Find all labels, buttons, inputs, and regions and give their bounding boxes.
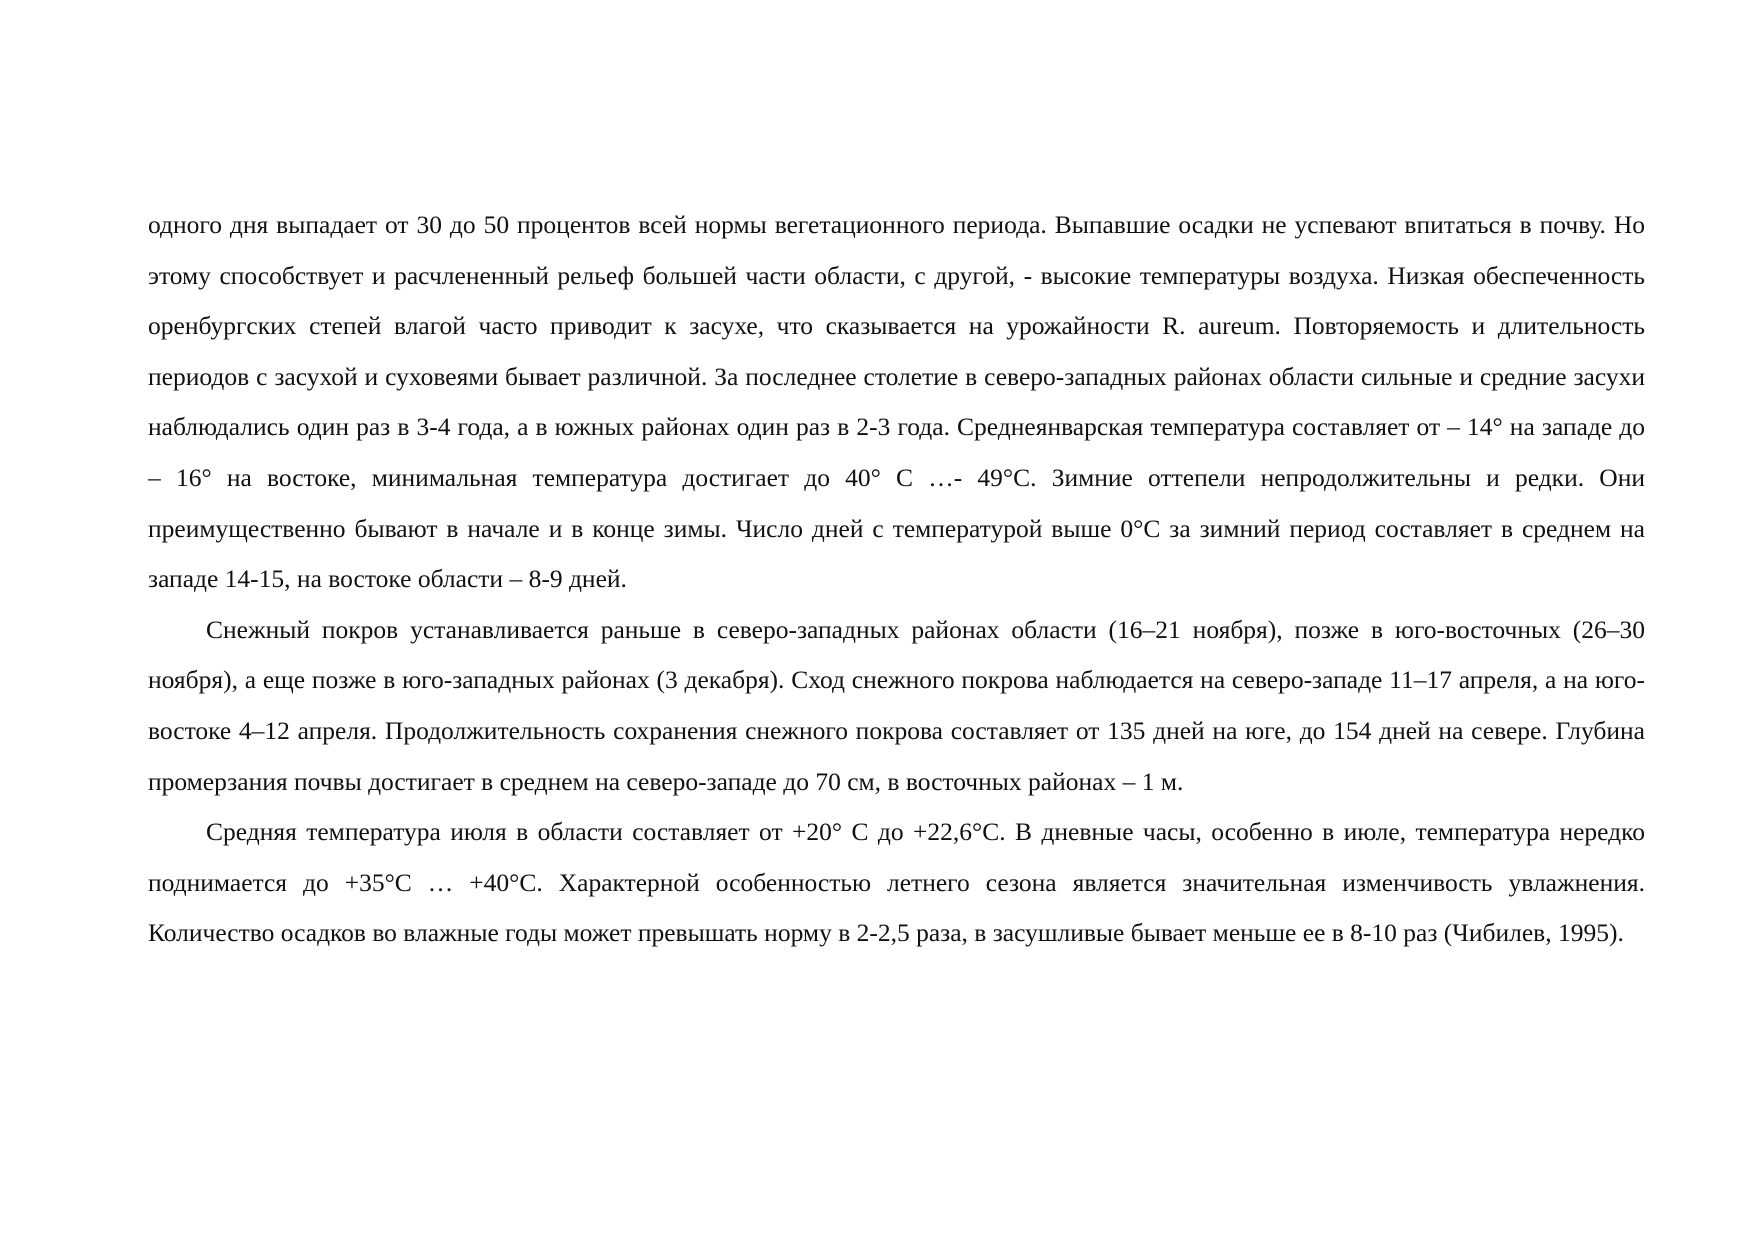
paragraph-2: Снежный покров устанавливается раньше в северо-западных районах области (16–21 ноября), позже в юго-восточных (26–30 ноября), а еще позже в юго-западных районах (3 декабря). Сход снежного покрова наблюдается на северо-западе 11–17 апреля, а на юго-востоке 4–12 апреля. Продолжительность сохранения снежного покрова составляет от 135 дней на юге, до 154 дней на севере. Глубина промерзания почвы достигает в среднем на северо-западе до 70 см, в восточных районах – 1 м. — [148, 614, 1645, 796]
body-text — [148, 200, 1645, 959]
paragraph-1: одного дня выпадает от 30 до 50 процентов всей нормы вегетационного периода. Выпавшие осадки не успевают впитаться в почву. Но этому способствует и расчлененный рельеф большей части области, с другой, - высокие температуры воздуха. Низкая обеспеченность оренбургских степей влагой часто приводит к засухе, что сказывается на урожайности R. aureum. Повторяемость и длительность периодов с засухой и суховеями бывает различной. За последнее столетие в северо-западных районах области сильные и средние засухи наблюдались один раз в 3-4 года, а в южных районах один раз в 2-3 года. Среднеянварская температура составляет от – 14° на западе до – 16° на востоке, минимальная температура достигает до 40° С …- 49°С. Зимние оттепели непродолжительны и редки. Они преимущественно бывают в начале и в конце зимы. Число дней с температурой выше 0°С за зимний период составляет в среднем на западе 14-15, на востоке области – 8-9 дней. — [148, 210, 1645, 594]
paragraph-3: Средняя температура июля в области составляет от +20° С до +22,6°С. В дневные часы, особенно в июле, температура нередко поднимается до +35°С … +40°С. Характерной особенностью летнего сезона является значительная изменчивость увлажнения. Количество осадков во влажные годы может превышать норму в 2-2,5 раза, в засушливые бывает меньше ее в 8-10 раз (Чибилев, 1995). — [148, 817, 1645, 948]
